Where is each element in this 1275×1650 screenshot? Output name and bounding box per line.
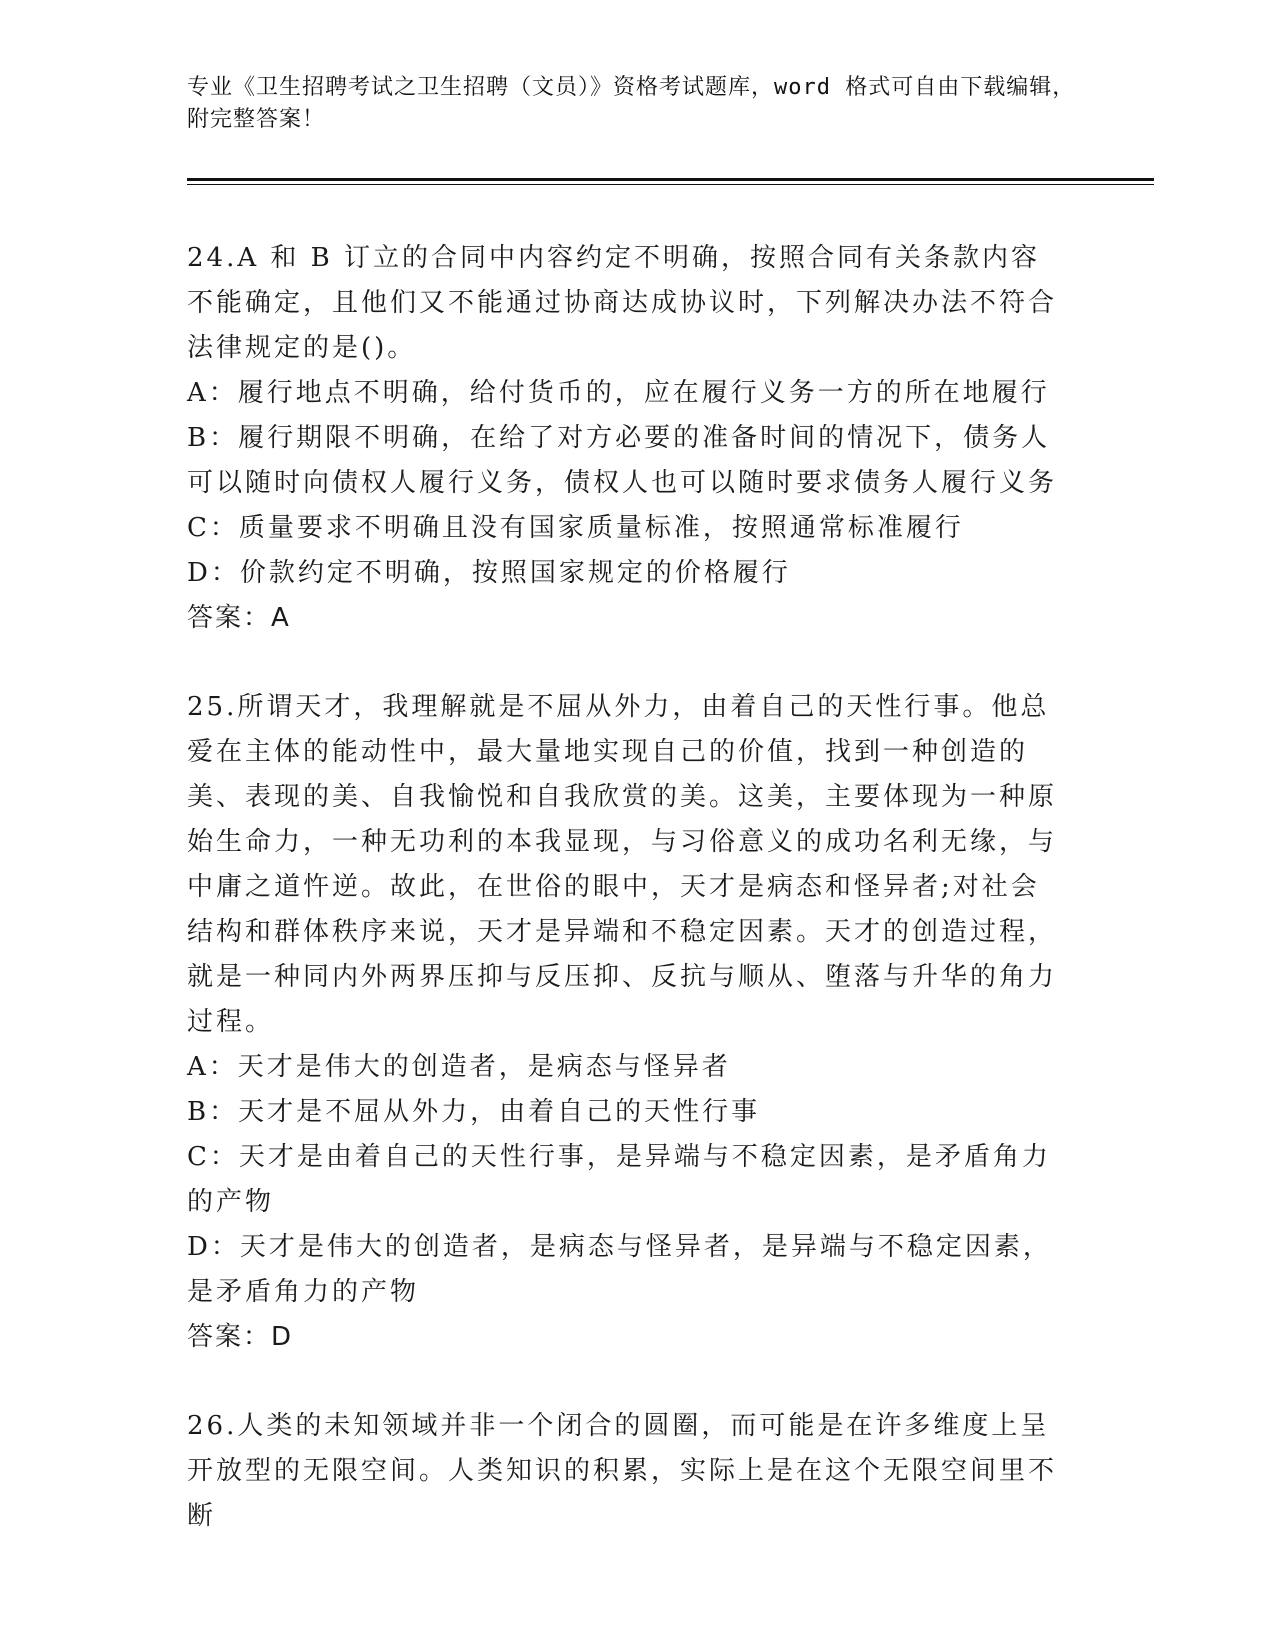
option-b: B：天才是不屈从外力，由着自己的天性行事	[187, 1097, 761, 1127]
option-d: D：天才是伟大的创造者，是病态与怪异者，是异端与不稳定因素，是矛盾角力的产物	[187, 1232, 1052, 1307]
answer-label: 答案：A	[187, 603, 291, 633]
option-b: B：履行期限不明确，在给了对方必要的准备时间的情况下，债务人可以随时向债权人履行义务，债权人也可以随时要求债务人履行义务	[187, 423, 1058, 498]
option-a: A：天才是伟大的创造者，是病态与怪异者	[187, 1052, 731, 1082]
question-stem: 25.所谓天才，我理解就是不屈从外力，由着自己的天性行事。他总爱在主体的能动性中，最大量地实现自己的价值，找到一种创造的美、表现的美、自我愉悦和自我欣赏的美。这美，主要体现为一种原始生命力，一种无功利的本我显现，与习俗意义的成功名利无缘，与中庸之道忤逆。故此，在世俗的眼中，天才是病态和怪异者;对社会结构和群体秩序来说，天才是异端和不稳定因素。天才的创造过程，就是一种同内外两界压抑与反压抑、反抗与顺从、堕落与升华的角力过程。	[187, 692, 1058, 1037]
option-c: C：天才是由着自己的天性行事，是异端与不稳定因素，是矛盾角力的产物	[187, 1142, 1051, 1217]
question-24	[187, 236, 1067, 641]
header-rule-thick	[187, 178, 1154, 181]
question-26	[187, 1404, 1067, 1539]
answer-label: 答案：D	[187, 1322, 294, 1352]
question-25	[187, 685, 1067, 1360]
header-rule-thin	[187, 184, 1154, 185]
option-a: A：履行地点不明确，给付货币的，应在履行义务一方的所在地履行	[187, 378, 1050, 408]
option-d: D：价款约定不明确，按照国家规定的价格履行	[187, 558, 791, 588]
option-c: C：质量要求不明确且没有国家质量标准，按照通常标准履行	[187, 513, 964, 543]
question-list	[187, 236, 1067, 1583]
question-stem: 26.人类的未知领域并非一个闭合的圆圈，而可能是在许多维度上呈开放型的无限空间。人类知识的积累，实际上是在这个无限空间里不断	[187, 1411, 1058, 1531]
question-stem: 24.A 和 B 订立的合同中内容约定不明确，按照合同有关条款内容不能确定，且他们又不能通过协商达成协议时，下列解决办法不符合法律规定的是()。	[187, 243, 1058, 363]
document-header: 专业《卫生招聘考试之卫生招聘（文员）》资格考试题库，word 格式可自由下载编辑，附完整答案！	[187, 75, 1076, 132]
